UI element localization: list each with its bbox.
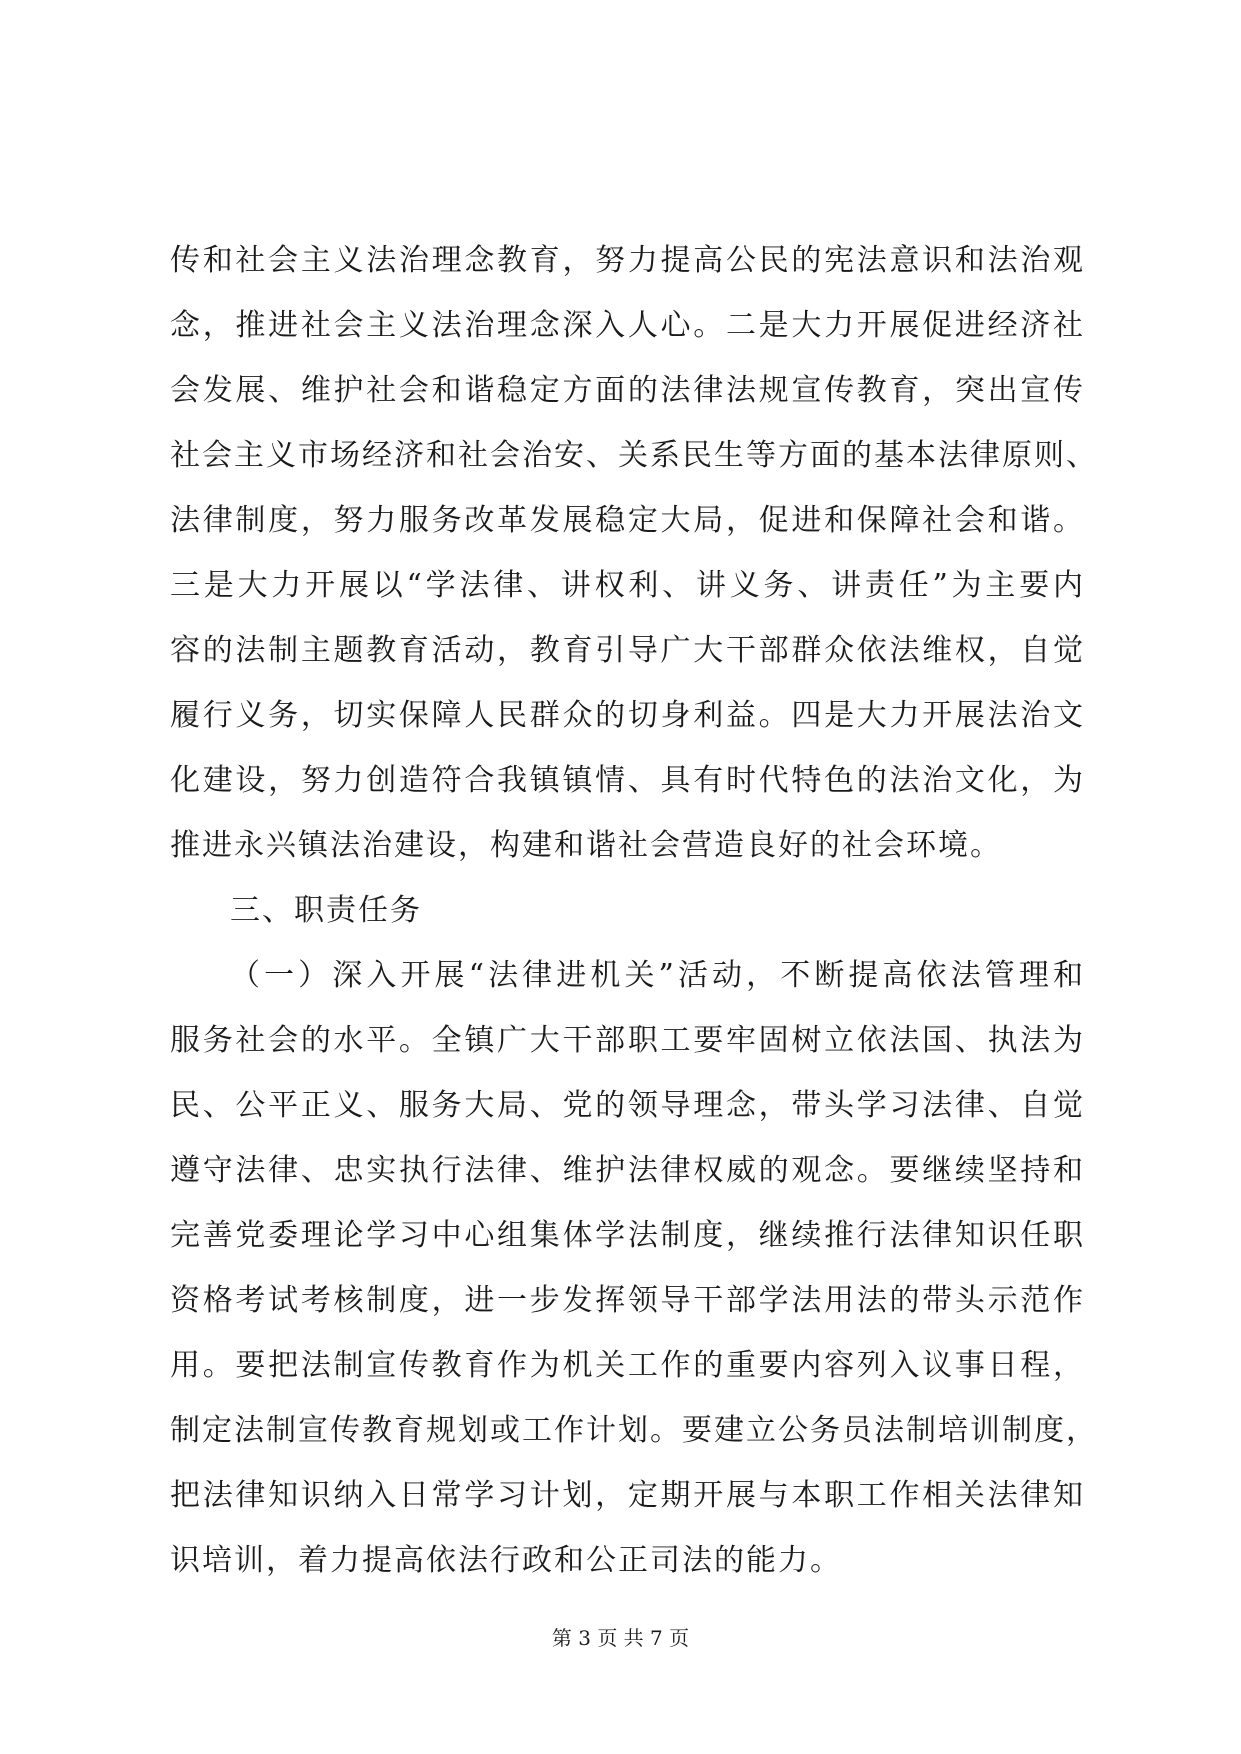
text-line: 推进永兴镇法治建设，构建和谐社会营造良好的社会环境。 [170, 828, 1002, 863]
text-line: 把法律知识纳入日常学习计划，定期开展与本职工作相关法律知 [170, 1478, 1085, 1513]
text-line: 完善党委理论学习中心组集体学法制度，继续推行法律知识任职 [170, 1218, 1085, 1253]
text-line: 社会主义市场经济和社会治安、关系民生等方面的基本法律原则、 [170, 438, 1098, 473]
text-line: 资格考试考核制度，进一步发挥领导干部学法用法的带头示范作 [170, 1283, 1085, 1318]
text-line: 服务社会的水平。全镇广大干部职工要牢固树立依法国、执法为 [170, 1023, 1085, 1058]
text-line: 制定法制宣传教育规划或工作计划。要建立公务员法制培训制度， [170, 1413, 1098, 1448]
text-line: 三、职责任务 [230, 893, 422, 928]
text-line: 三是大力开展以“学法律、讲权利、讲义务、讲责任”为主要内 [170, 568, 1085, 603]
text-line: 容的法制主题教育活动，教育引导广大干部群众依法维权，自觉 [170, 633, 1085, 668]
text-line: 法律制度，努力服务改革发展稳定大局，促进和保障社会和谐。 [170, 503, 1085, 538]
text-line: 用。要把法制宣传教育作为机关工作的重要内容列入议事日程， [170, 1348, 1085, 1383]
text-line: 民、公平正义、服务大局、党的领导理念，带头学习法律、自觉 [170, 1088, 1085, 1123]
page-footer: 第 3 页 共 7 页 [551, 1626, 690, 1650]
text-line: 识培训，着力提高依法行政和公正司法的能力。 [170, 1543, 842, 1578]
text-line: 履行义务，切实保障人民群众的切身利益。四是大力开展法治文 [170, 698, 1085, 733]
text-line: 会发展、维护社会和谐稳定方面的法律法规宣传教育，突出宣传 [170, 373, 1085, 408]
text-line: 念，推进社会主义法治理念深入人心。二是大力开展促进经济社 [170, 308, 1085, 343]
text-line: （一）深入开展“法律进机关”活动，不断提高依法管理和 [230, 958, 1085, 993]
text-line: 化建设，努力创造符合我镇镇情、具有时代特色的法治文化，为 [170, 763, 1085, 798]
body-text [170, 228, 1098, 1593]
text-line: 传和社会主义法治理念教育，努力提高公民的宪法意识和法治观 [170, 243, 1085, 278]
text-line: 遵守法律、忠实执行法律、维护法律权威的观念。要继续坚持和 [170, 1153, 1085, 1188]
